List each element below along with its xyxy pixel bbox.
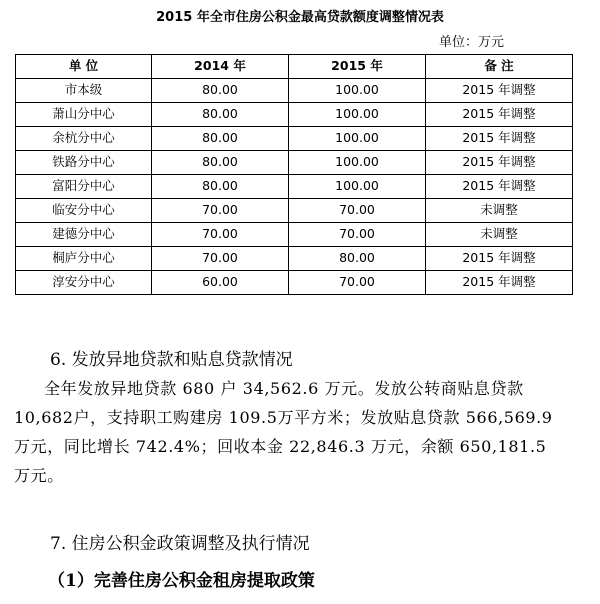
cell-2015: 70.00 [289, 223, 426, 247]
cell-remark: 未调整 [426, 223, 573, 247]
table-row [16, 175, 573, 199]
table-row [16, 79, 573, 103]
header-remark: 备 注 [426, 55, 573, 79]
cell-unit: 市本级 [16, 79, 152, 103]
header-unit: 单 位 [16, 55, 152, 79]
cell-unit: 桐庐分中心 [16, 247, 152, 271]
table-row [16, 271, 573, 295]
paragraph-line: 万元。 [14, 466, 64, 485]
section-6-heading: 6. 发放异地贷款和贴息贷款情况 [50, 350, 293, 370]
table-row [16, 223, 573, 247]
table-row [16, 199, 573, 223]
cell-unit: 临安分中心 [16, 199, 152, 223]
cell-unit: 萧山分中心 [16, 103, 152, 127]
cell-unit: 建德分中心 [16, 223, 152, 247]
table-title: 2015 年全市住房公积金最高贷款额度调整情况表 [156, 10, 444, 25]
table-row [16, 151, 573, 175]
cell-2014: 70.00 [152, 247, 289, 271]
table-row [16, 247, 573, 271]
cell-remark: 2015 年调整 [426, 151, 573, 175]
cell-remark: 未调整 [426, 199, 573, 223]
cell-unit: 淳安分中心 [16, 271, 152, 295]
cell-2015: 100.00 [289, 103, 426, 127]
cell-remark: 2015 年调整 [426, 79, 573, 103]
cell-remark: 2015 年调整 [426, 271, 573, 295]
loan-limit-table [15, 54, 573, 295]
cell-2015: 100.00 [289, 127, 426, 151]
table-header-row [16, 55, 573, 79]
cell-2014: 80.00 [152, 151, 289, 175]
header-2014: 2014 年 [152, 55, 289, 79]
unit-label: 单位：万元 [438, 35, 504, 50]
cell-unit: 富阳分中心 [16, 175, 152, 199]
cell-2014: 60.00 [152, 271, 289, 295]
cell-remark: 2015 年调整 [426, 247, 573, 271]
cell-2015: 100.00 [289, 79, 426, 103]
cell-2014: 80.00 [152, 79, 289, 103]
cell-remark: 2015 年调整 [426, 175, 573, 199]
section-7-subheading: （1）完善住房公积金租房提取政策 [48, 571, 315, 591]
table-row [16, 127, 573, 151]
paragraph-line: 全年发放异地贷款 680 户 34,562.6 万元。发放公转商贴息贷款 [44, 379, 524, 398]
header-2015: 2015 年 [289, 55, 426, 79]
table-row [16, 103, 573, 127]
paragraph-line: 10,682户，支持职工购建房 109.5万平方米；发放贴息贷款 566,569.9 [14, 408, 553, 427]
section-6-paragraph [14, 374, 574, 490]
cell-2015: 70.00 [289, 271, 426, 295]
cell-2015: 80.00 [289, 247, 426, 271]
section-7-heading: 7. 住房公积金政策调整及执行情况 [50, 534, 310, 554]
cell-2014: 70.00 [152, 199, 289, 223]
cell-2015: 100.00 [289, 175, 426, 199]
cell-unit: 余杭分中心 [16, 127, 152, 151]
cell-2014: 80.00 [152, 103, 289, 127]
cell-2014: 70.00 [152, 223, 289, 247]
cell-2014: 80.00 [152, 175, 289, 199]
cell-2015: 70.00 [289, 199, 426, 223]
paragraph-line: 万元，同比增长 742.4%；回收本金 22,846.3 万元，余额 650,181.5 [14, 437, 547, 456]
cell-2014: 80.00 [152, 127, 289, 151]
cell-unit: 铁路分中心 [16, 151, 152, 175]
cell-remark: 2015 年调整 [426, 103, 573, 127]
cell-2015: 100.00 [289, 151, 426, 175]
cell-remark: 2015 年调整 [426, 127, 573, 151]
